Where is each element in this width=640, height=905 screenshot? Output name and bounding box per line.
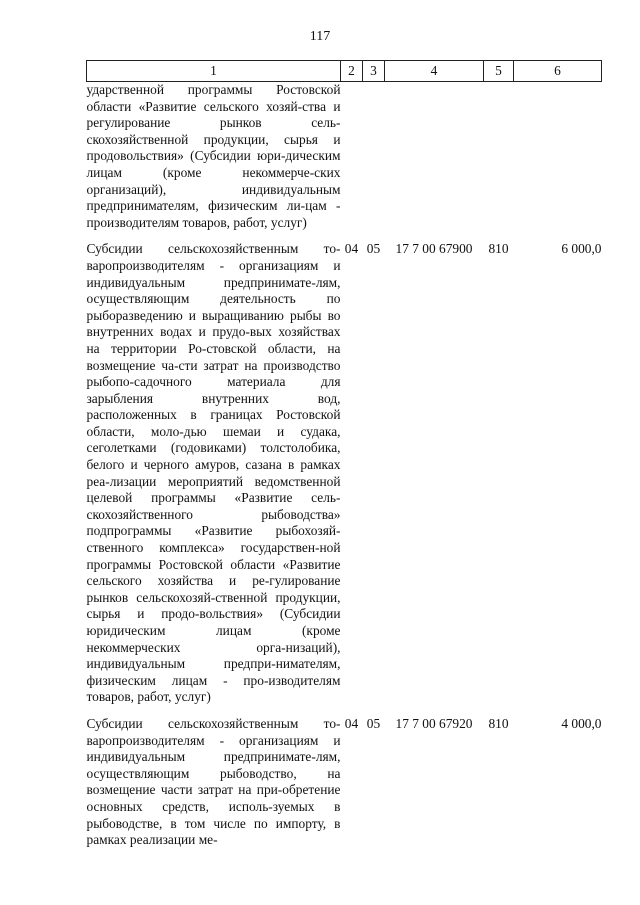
row-subsection-code: 05 bbox=[366, 715, 381, 731]
row-target-code: 17 7 00 67920 bbox=[395, 715, 473, 731]
row-section-code bbox=[341, 82, 363, 232]
row-target-code: 17 7 00 67900 bbox=[395, 241, 473, 257]
row-spacer bbox=[87, 706, 602, 716]
column-header-6: 6 bbox=[514, 61, 602, 82]
row-description: Субсидии сельскохозяйственным то-варопроизводителям - организациям и индивидуальным предпринимате-лям, осуществляющим деятельность по рыборазведению и выращиванию рыбы во внутренних водах и прудо-вых хозяйствах на территории Ро-стовской области, на возмещение ча-сти затрат на производство рыбопо-садочного материала для зарыбления внутренних вод, расположенных в границах Ростовской области, моло-дью шемаи и судака, сеголетками (годовиками) толстолобика, белого и черного амуров, сазана в рамках реа-лизации мероприятий ведомственной целевой программы «Развитие сель-скохозяйственного рыбоводства» подпрограммы «Развитие рыбохозяй-ственного комплекса» государствен-ной программы Ростовской области «Развитие сельского хозяйства и ре-гулирование рынков сельскохозяй-ственной продукции, сырья и продо-вольствия» (Субсидии юридическим лицам (кроме некоммерческих орга-низаций), индивидуальным предпри-нимателям, физическим лицам - про-изводителям товаров, работ, услуг) bbox=[86, 241, 341, 705]
column-header-5: 5 bbox=[484, 61, 514, 82]
row-section-code: 04 bbox=[344, 241, 359, 257]
row-description: Субсидии сельскохозяйственным то-варопроизводителям - организациям и индивидуальным предпринимате-лям, осуществляющим рыбоводство, на возмещение части затрат на при-обретение основных средств, исполь-зуемых в рыбоводстве, в том числе по импорту, в рамках реализации ме- bbox=[86, 715, 341, 848]
row-amount: 6 000,0 bbox=[561, 241, 602, 257]
table-row bbox=[87, 82, 602, 232]
row-target-code bbox=[385, 82, 484, 232]
row-spacer bbox=[87, 231, 602, 241]
column-header-3: 3 bbox=[363, 61, 385, 82]
row-subsection-code: 05 bbox=[366, 241, 381, 257]
column-header-1: 1 bbox=[87, 61, 341, 82]
column-header-2: 2 bbox=[341, 61, 363, 82]
table-header-row bbox=[87, 61, 602, 82]
row-expense-type-code bbox=[484, 82, 514, 232]
column-header-4: 4 bbox=[385, 61, 484, 82]
row-subsection-code bbox=[363, 82, 385, 232]
row-amount: 4 000,0 bbox=[561, 715, 602, 731]
row-expense-type-code: 810 bbox=[488, 241, 509, 257]
page-number: 117 bbox=[309, 29, 331, 44]
row-description: ударственной программы Ростовской области «Развитие сельского хозяй-ства и регулирование рынков сель-скохозяйственной продукции, сырья и продовольствия» (Субсидии юри-дическим лицам (кроме некоммерче-ских организаций), индивидуальным предпринимателям, физическим ли-цам - производителям товаров, работ, услуг) bbox=[86, 82, 341, 230]
row-expense-type-code: 810 bbox=[488, 715, 509, 731]
table-row bbox=[87, 716, 602, 849]
row-amount bbox=[514, 82, 602, 232]
table-row bbox=[87, 241, 602, 706]
budget-table bbox=[86, 60, 602, 849]
row-section-code: 04 bbox=[344, 715, 359, 731]
